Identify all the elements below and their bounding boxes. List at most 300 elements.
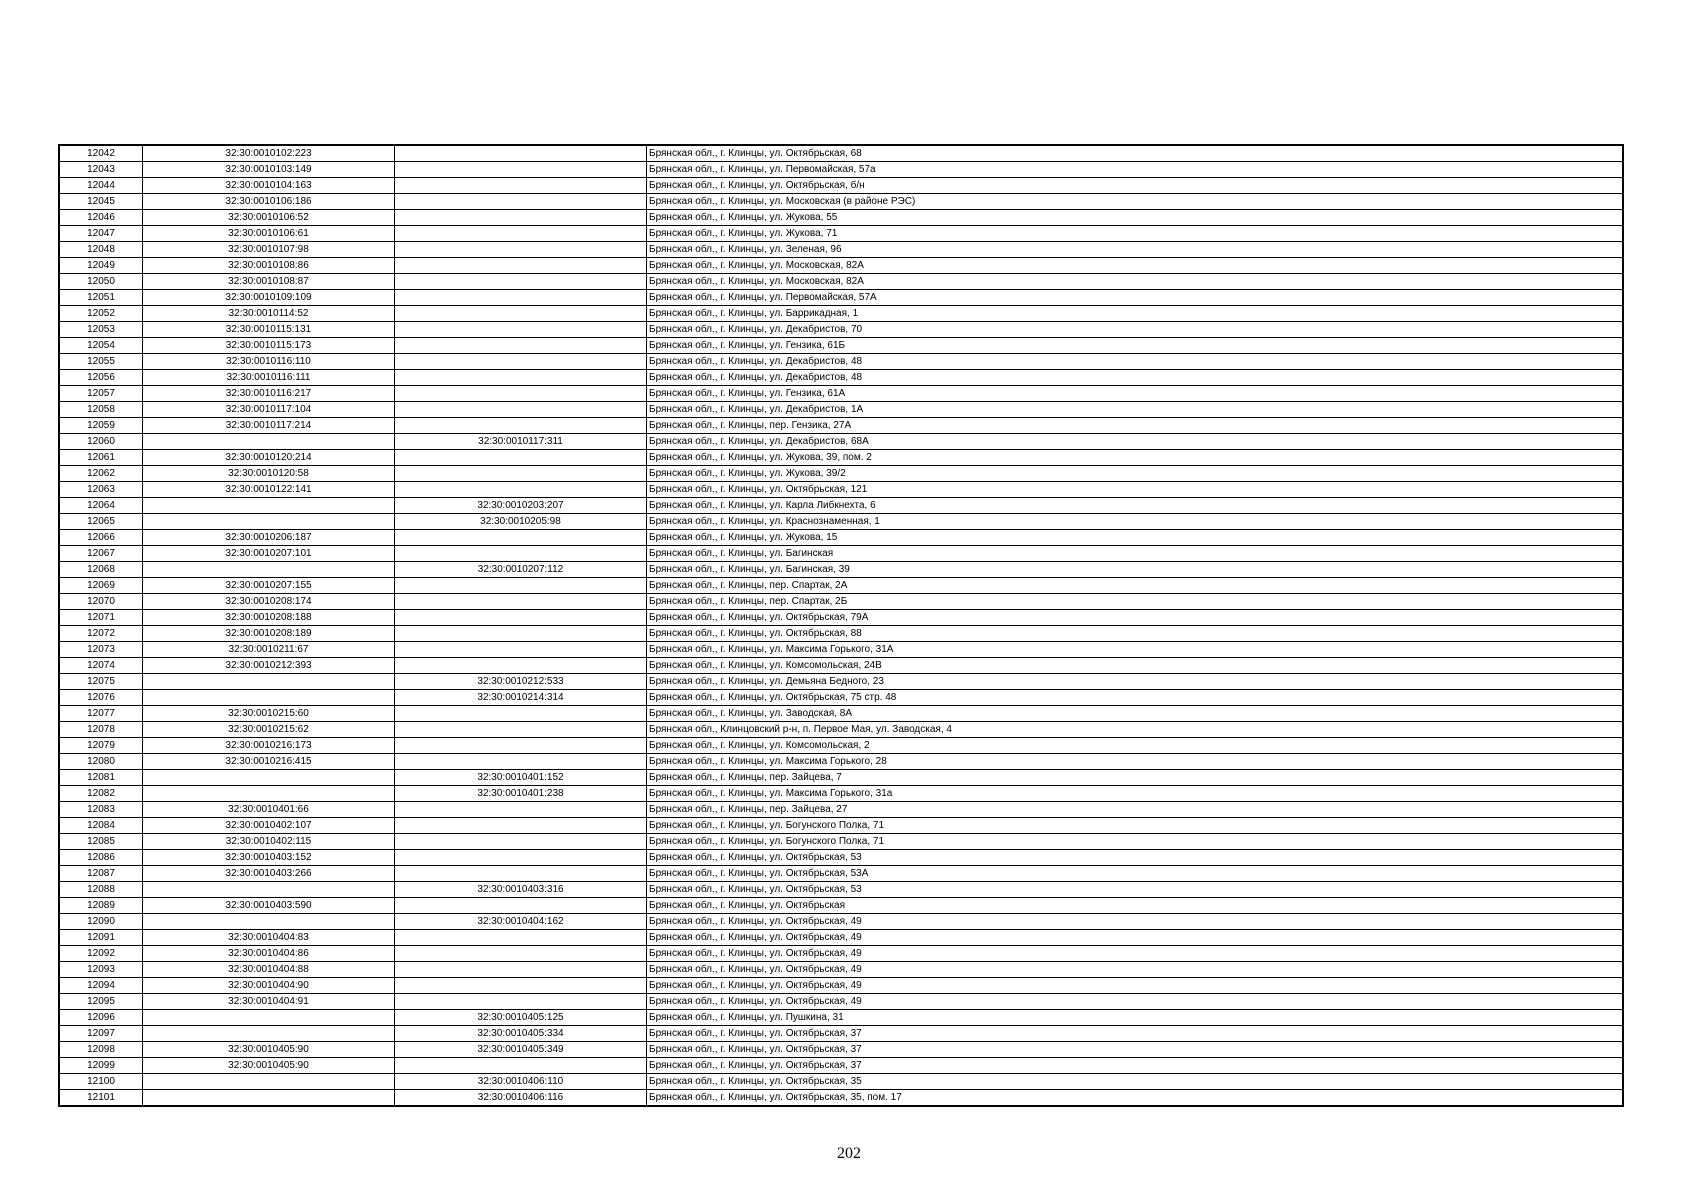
table-row	[59, 226, 1623, 242]
cadastral-number-alt-cell	[395, 226, 647, 242]
cadastral-number-alt-cell: 32:30:0010401:152	[395, 770, 647, 786]
table-row	[59, 418, 1623, 434]
cadastral-number-cell: 32:30:0010405:90	[143, 1058, 395, 1074]
table-row	[59, 802, 1623, 818]
row-number-cell: 12095	[59, 994, 143, 1010]
cadastral-number-cell: 32:30:0010116:217	[143, 386, 395, 402]
address-cell: Брянская обл., г. Клинцы, ул. Первомайская, 57А	[647, 290, 1624, 306]
table-row	[59, 578, 1623, 594]
address-cell: Брянская обл., г. Клинцы, ул. Заводская, 8А	[647, 706, 1624, 722]
address-cell: Брянская обл., г. Клинцы, ул. Максима Горького, 31а	[647, 786, 1624, 802]
cadastral-number-cell: 32:30:0010115:173	[143, 338, 395, 354]
address-cell: Брянская обл., г. Клинцы, ул. Гензика, 61Б	[647, 338, 1624, 354]
row-number-cell: 12083	[59, 802, 143, 818]
cadastral-number-alt-cell	[395, 210, 647, 226]
table-row	[59, 242, 1623, 258]
cadastral-number-cell: 32:30:0010208:188	[143, 610, 395, 626]
cadastral-number-alt-cell	[395, 482, 647, 498]
table-row	[59, 786, 1623, 802]
cadastral-number-cell: 32:30:0010116:111	[143, 370, 395, 386]
cadastral-number-alt-cell	[395, 642, 647, 658]
row-number-cell: 12056	[59, 370, 143, 386]
cadastral-number-alt-cell: 32:30:0010406:110	[395, 1074, 647, 1090]
cadastral-number-cell: 32:30:0010404:83	[143, 930, 395, 946]
cadastral-number-alt-cell: 32:30:0010405:125	[395, 1010, 647, 1026]
address-cell: Брянская обл., г. Клинцы, ул. Октябрьская, 37	[647, 1026, 1624, 1042]
address-cell: Брянская обл., г. Клинцы, ул. Краснознаменная, 1	[647, 514, 1624, 530]
row-number-cell: 12099	[59, 1058, 143, 1074]
cadastral-number-alt-cell	[395, 594, 647, 610]
row-number-cell: 12058	[59, 402, 143, 418]
address-cell: Брянская обл., г. Клинцы, ул. Декабристов, 48	[647, 370, 1624, 386]
cadastral-number-alt-cell: 32:30:0010404:162	[395, 914, 647, 930]
address-cell: Брянская обл., г. Клинцы, ул. Октябрьская, 79А	[647, 610, 1624, 626]
cadastral-number-cell: 32:30:0010116:110	[143, 354, 395, 370]
row-number-cell: 12048	[59, 242, 143, 258]
cadastral-number-alt-cell	[395, 578, 647, 594]
address-cell: Брянская обл., г. Клинцы, ул. Московская, 82А	[647, 274, 1624, 290]
row-number-cell: 12078	[59, 722, 143, 738]
cadastral-number-alt-cell: 32:30:0010205:98	[395, 514, 647, 530]
cadastral-number-cell	[143, 786, 395, 802]
cadastral-number-alt-cell	[395, 962, 647, 978]
cadastral-number-cell	[143, 914, 395, 930]
cadastral-number-cell: 32:30:0010401:66	[143, 802, 395, 818]
address-cell: Брянская обл., г. Клинцы, ул. Октябрьская, 49	[647, 962, 1624, 978]
cadastral-number-cell: 32:30:0010404:86	[143, 946, 395, 962]
table-row	[59, 434, 1623, 450]
table-row	[59, 642, 1623, 658]
row-number-cell: 12094	[59, 978, 143, 994]
table-row	[59, 914, 1623, 930]
row-number-cell: 12097	[59, 1026, 143, 1042]
address-cell: Брянская обл., г. Клинцы, ул. Октябрьская	[647, 898, 1624, 914]
address-cell: Брянская обл., г. Клинцы, ул. Жукова, 71	[647, 226, 1624, 242]
row-number-cell: 12055	[59, 354, 143, 370]
cadastral-number-alt-cell	[395, 242, 647, 258]
cadastral-number-cell	[143, 514, 395, 530]
address-cell: Брянская обл., г. Клинцы, ул. Багинская	[647, 546, 1624, 562]
row-number-cell: 12069	[59, 578, 143, 594]
cadastral-number-cell: 32:30:0010109:109	[143, 290, 395, 306]
row-number-cell: 12082	[59, 786, 143, 802]
address-cell: Брянская обл., г. Клинцы, ул. Декабристов, 70	[647, 322, 1624, 338]
address-cell: Брянская обл., г. Клинцы, ул. Жукова, 39/2	[647, 466, 1624, 482]
cadastral-number-cell	[143, 1074, 395, 1090]
address-cell: Брянская обл., г. Клинцы, ул. Московская, 82А	[647, 258, 1624, 274]
row-number-cell: 12054	[59, 338, 143, 354]
cadastral-number-cell: 32:30:0010120:214	[143, 450, 395, 466]
cadastral-number-alt-cell: 32:30:0010207:112	[395, 562, 647, 578]
address-cell: Брянская обл., г. Клинцы, ул. Октябрьская, б/н	[647, 178, 1624, 194]
row-number-cell: 12044	[59, 178, 143, 194]
table-row	[59, 290, 1623, 306]
cadastral-number-cell: 32:30:0010117:214	[143, 418, 395, 434]
address-cell: Брянская обл., г. Клинцы, ул. Октябрьская, 35	[647, 1074, 1624, 1090]
cadastral-number-alt-cell: 32:30:0010214:314	[395, 690, 647, 706]
cadastral-number-alt-cell	[395, 850, 647, 866]
row-number-cell: 12062	[59, 466, 143, 482]
row-number-cell: 12101	[59, 1090, 143, 1107]
row-number-cell: 12093	[59, 962, 143, 978]
row-number-cell: 12080	[59, 754, 143, 770]
row-number-cell: 12092	[59, 946, 143, 962]
table-row	[59, 210, 1623, 226]
table-row	[59, 818, 1623, 834]
cadastral-number-cell: 32:30:0010106:61	[143, 226, 395, 242]
row-number-cell: 12059	[59, 418, 143, 434]
cadastral-number-cell: 32:30:0010211:67	[143, 642, 395, 658]
address-cell: Брянская обл., г. Клинцы, ул. Максима Горького, 31А	[647, 642, 1624, 658]
address-cell: Брянская обл., г. Клинцы, ул. Зеленая, 96	[647, 242, 1624, 258]
cadastral-number-alt-cell	[395, 338, 647, 354]
cadastral-number-cell: 32:30:0010403:590	[143, 898, 395, 914]
table-row	[59, 402, 1623, 418]
address-cell: Брянская обл., г. Клинцы, ул. Демьяна Бедного, 23	[647, 674, 1624, 690]
row-number-cell: 12053	[59, 322, 143, 338]
cadastral-number-alt-cell: 32:30:0010401:238	[395, 786, 647, 802]
cadastral-number-alt-cell	[395, 546, 647, 562]
cadastral-number-alt-cell	[395, 610, 647, 626]
address-cell: Брянская обл., г. Клинцы, ул. Октябрьская, 49	[647, 946, 1624, 962]
cadastral-number-cell: 32:30:0010403:152	[143, 850, 395, 866]
address-cell: Брянская обл., г. Клинцы, ул. Октябрьская, 121	[647, 482, 1624, 498]
row-number-cell: 12061	[59, 450, 143, 466]
cadastral-number-cell: 32:30:0010108:87	[143, 274, 395, 290]
table-row	[59, 322, 1623, 338]
cadastral-number-alt-cell	[395, 402, 647, 418]
cadastral-number-cell: 32:30:0010404:91	[143, 994, 395, 1010]
registry-table	[58, 144, 1624, 1107]
table-row	[59, 178, 1623, 194]
table-row	[59, 258, 1623, 274]
cadastral-number-cell	[143, 1026, 395, 1042]
row-number-cell: 12045	[59, 194, 143, 210]
registry-table-body	[59, 145, 1623, 1106]
address-cell: Брянская обл., г. Клинцы, ул. Пушкина, 31	[647, 1010, 1624, 1026]
cadastral-number-alt-cell	[395, 258, 647, 274]
cadastral-number-alt-cell	[395, 162, 647, 178]
address-cell: Брянская обл., г. Клинцы, пер. Спартак, 2А	[647, 578, 1624, 594]
table-row	[59, 946, 1623, 962]
table-row	[59, 562, 1623, 578]
cadastral-number-alt-cell	[395, 978, 647, 994]
table-row	[59, 338, 1623, 354]
row-number-cell: 12100	[59, 1074, 143, 1090]
cadastral-number-cell	[143, 1010, 395, 1026]
cadastral-number-cell: 32:30:0010215:60	[143, 706, 395, 722]
table-row	[59, 1042, 1623, 1058]
table-row	[59, 834, 1623, 850]
cadastral-number-cell: 32:30:0010216:415	[143, 754, 395, 770]
row-number-cell: 12050	[59, 274, 143, 290]
table-row	[59, 1090, 1623, 1107]
address-cell: Брянская обл., Клинцовский р-н, п. Первое Мая, ул. Заводская, 4	[647, 722, 1624, 738]
table-row	[59, 754, 1623, 770]
cadastral-number-alt-cell	[395, 626, 647, 642]
cadastral-number-cell: 32:30:0010115:131	[143, 322, 395, 338]
cadastral-number-alt-cell	[395, 930, 647, 946]
row-number-cell: 12087	[59, 866, 143, 882]
cadastral-number-alt-cell	[395, 370, 647, 386]
table-row	[59, 690, 1623, 706]
cadastral-number-cell: 32:30:0010114:52	[143, 306, 395, 322]
cadastral-number-cell	[143, 882, 395, 898]
table-row	[59, 450, 1623, 466]
cadastral-number-alt-cell	[395, 754, 647, 770]
row-number-cell: 12070	[59, 594, 143, 610]
table-row	[59, 850, 1623, 866]
cadastral-number-alt-cell: 32:30:0010405:349	[395, 1042, 647, 1058]
cadastral-number-alt-cell	[395, 530, 647, 546]
address-cell: Брянская обл., г. Клинцы, ул. Октябрьская, 53	[647, 850, 1624, 866]
cadastral-number-cell: 32:30:0010215:62	[143, 722, 395, 738]
cadastral-number-cell: 32:30:0010106:52	[143, 210, 395, 226]
cadastral-number-alt-cell	[395, 418, 647, 434]
table-row	[59, 1026, 1623, 1042]
table-row	[59, 482, 1623, 498]
address-cell: Брянская обл., г. Клинцы, ул. Октябрьская, 49	[647, 914, 1624, 930]
table-row	[59, 738, 1623, 754]
table-row	[59, 722, 1623, 738]
row-number-cell: 12089	[59, 898, 143, 914]
cadastral-number-alt-cell	[395, 145, 647, 162]
row-number-cell: 12066	[59, 530, 143, 546]
address-cell: Брянская обл., г. Клинцы, ул. Декабристов, 68А	[647, 434, 1624, 450]
cadastral-number-alt-cell: 32:30:0010212:533	[395, 674, 647, 690]
row-number-cell: 12071	[59, 610, 143, 626]
table-row	[59, 610, 1623, 626]
address-cell: Брянская обл., г. Клинцы, ул. Октябрьская, 35, пом. 17	[647, 1090, 1624, 1107]
address-cell: Брянская обл., г. Клинцы, пер. Зайцева, 7	[647, 770, 1624, 786]
row-number-cell: 12084	[59, 818, 143, 834]
cadastral-number-alt-cell	[395, 450, 647, 466]
row-number-cell: 12049	[59, 258, 143, 274]
cadastral-number-alt-cell	[395, 386, 647, 402]
row-number-cell: 12074	[59, 658, 143, 674]
row-number-cell: 12081	[59, 770, 143, 786]
row-number-cell: 12075	[59, 674, 143, 690]
cadastral-number-alt-cell	[395, 866, 647, 882]
address-cell: Брянская обл., г. Клинцы, ул. Октябрьская, 49	[647, 930, 1624, 946]
cadastral-number-alt-cell	[395, 1058, 647, 1074]
table-row	[59, 1074, 1623, 1090]
cadastral-number-alt-cell	[395, 466, 647, 482]
row-number-cell: 12072	[59, 626, 143, 642]
address-cell: Брянская обл., г. Клинцы, ул. Октябрьская, 37	[647, 1042, 1624, 1058]
cadastral-number-alt-cell	[395, 322, 647, 338]
cadastral-number-alt-cell	[395, 738, 647, 754]
address-cell: Брянская обл., г. Клинцы, ул. Баррикадная, 1	[647, 306, 1624, 322]
table-row	[59, 274, 1623, 290]
address-cell: Брянская обл., г. Клинцы, ул. Карла Либкнехта, 6	[647, 498, 1624, 514]
table-row	[59, 898, 1623, 914]
address-cell: Брянская обл., г. Клинцы, ул. Декабристов, 1А	[647, 402, 1624, 418]
cadastral-number-alt-cell: 32:30:0010403:316	[395, 882, 647, 898]
cadastral-number-cell: 32:30:0010108:86	[143, 258, 395, 274]
table-row	[59, 882, 1623, 898]
cadastral-number-cell: 32:30:0010402:115	[143, 834, 395, 850]
table-row	[59, 1010, 1623, 1026]
cadastral-number-alt-cell: 32:30:0010406:116	[395, 1090, 647, 1107]
address-cell: Брянская обл., г. Клинцы, ул. Октябрьская, 49	[647, 994, 1624, 1010]
table-row	[59, 194, 1623, 210]
cadastral-number-cell: 32:30:0010208:189	[143, 626, 395, 642]
cadastral-number-alt-cell	[395, 306, 647, 322]
cadastral-number-cell: 32:30:0010405:90	[143, 1042, 395, 1058]
cadastral-number-cell: 32:30:0010103:149	[143, 162, 395, 178]
address-cell: Брянская обл., г. Клинцы, ул. Богунского Полка, 71	[647, 818, 1624, 834]
cadastral-number-cell: 32:30:0010117:104	[143, 402, 395, 418]
table-row	[59, 1058, 1623, 1074]
table-row	[59, 626, 1623, 642]
row-number-cell: 12065	[59, 514, 143, 530]
address-cell: Брянская обл., г. Клинцы, ул. Декабристов, 48	[647, 354, 1624, 370]
address-cell: Брянская обл., г. Клинцы, ул. Жукова, 39, пом. 2	[647, 450, 1624, 466]
table-row	[59, 354, 1623, 370]
cadastral-number-cell: 32:30:0010107:98	[143, 242, 395, 258]
cadastral-number-alt-cell	[395, 194, 647, 210]
address-cell: Брянская обл., г. Клинцы, ул. Московская (в районе РЭС)	[647, 194, 1624, 210]
address-cell: Брянская обл., г. Клинцы, ул. Багинская, 39	[647, 562, 1624, 578]
address-cell: Брянская обл., г. Клинцы, ул. Октябрьская, 53А	[647, 866, 1624, 882]
table-row	[59, 930, 1623, 946]
address-cell: Брянская обл., г. Клинцы, ул. Первомайская, 57а	[647, 162, 1624, 178]
address-cell: Брянская обл., г. Клинцы, ул. Октябрьская, 49	[647, 978, 1624, 994]
cadastral-number-cell: 32:30:0010122:141	[143, 482, 395, 498]
row-number-cell: 12067	[59, 546, 143, 562]
table-row	[59, 674, 1623, 690]
row-number-cell: 12098	[59, 1042, 143, 1058]
cadastral-number-alt-cell	[395, 802, 647, 818]
table-row	[59, 770, 1623, 786]
address-cell: Брянская обл., г. Клинцы, ул. Гензика, 61А	[647, 386, 1624, 402]
row-number-cell: 12076	[59, 690, 143, 706]
cadastral-number-cell: 32:30:0010206:187	[143, 530, 395, 546]
address-cell: Брянская обл., г. Клинцы, ул. Жукова, 55	[647, 210, 1624, 226]
address-cell: Брянская обл., г. Клинцы, ул. Богунского Полка, 71	[647, 834, 1624, 850]
row-number-cell: 12057	[59, 386, 143, 402]
cadastral-number-alt-cell	[395, 658, 647, 674]
address-cell: Брянская обл., г. Клинцы, ул. Жукова, 15	[647, 530, 1624, 546]
cadastral-number-cell: 32:30:0010212:393	[143, 658, 395, 674]
cadastral-number-alt-cell: 32:30:0010203:207	[395, 498, 647, 514]
row-number-cell: 12042	[59, 145, 143, 162]
table-row	[59, 978, 1623, 994]
cadastral-number-cell	[143, 498, 395, 514]
row-number-cell: 12051	[59, 290, 143, 306]
address-cell: Брянская обл., г. Клинцы, ул. Октябрьская, 53	[647, 882, 1624, 898]
address-cell: Брянская обл., г. Клинцы, ул. Октябрьская, 68	[647, 145, 1624, 162]
row-number-cell: 12063	[59, 482, 143, 498]
row-number-cell: 12090	[59, 914, 143, 930]
table-row	[59, 514, 1623, 530]
row-number-cell: 12077	[59, 706, 143, 722]
address-cell: Брянская обл., г. Клинцы, ул. Комсомольская, 2	[647, 738, 1624, 754]
table-row	[59, 466, 1623, 482]
table-row	[59, 994, 1623, 1010]
table-row	[59, 370, 1623, 386]
row-number-cell: 12073	[59, 642, 143, 658]
table-row	[59, 498, 1623, 514]
address-cell: Брянская обл., г. Клинцы, ул. Максима Горького, 28	[647, 754, 1624, 770]
cadastral-number-cell	[143, 674, 395, 690]
cadastral-number-cell	[143, 1090, 395, 1107]
cadastral-number-cell	[143, 434, 395, 450]
table-row	[59, 658, 1623, 674]
cadastral-number-alt-cell	[395, 946, 647, 962]
table-row	[59, 145, 1623, 162]
cadastral-number-cell: 32:30:0010102:223	[143, 145, 395, 162]
row-number-cell: 12086	[59, 850, 143, 866]
cadastral-number-cell: 32:30:0010207:101	[143, 546, 395, 562]
cadastral-number-cell	[143, 690, 395, 706]
address-cell: Брянская обл., г. Клинцы, ул. Октябрьская, 75 стр. 48	[647, 690, 1624, 706]
row-number-cell: 12047	[59, 226, 143, 242]
cadastral-number-cell	[143, 562, 395, 578]
cadastral-number-cell: 32:30:0010402:107	[143, 818, 395, 834]
table-row	[59, 706, 1623, 722]
cadastral-number-cell: 32:30:0010216:173	[143, 738, 395, 754]
table-row	[59, 594, 1623, 610]
cadastral-number-alt-cell	[395, 818, 647, 834]
table-row	[59, 866, 1623, 882]
address-cell: Брянская обл., г. Клинцы, ул. Октябрьская, 88	[647, 626, 1624, 642]
table-row	[59, 162, 1623, 178]
cadastral-number-alt-cell	[395, 178, 647, 194]
table-row	[59, 546, 1623, 562]
row-number-cell: 12043	[59, 162, 143, 178]
cadastral-number-alt-cell: 32:30:0010405:334	[395, 1026, 647, 1042]
cadastral-number-alt-cell	[395, 706, 647, 722]
cadastral-number-alt-cell	[395, 834, 647, 850]
cadastral-number-alt-cell: 32:30:0010117:311	[395, 434, 647, 450]
row-number-cell: 12068	[59, 562, 143, 578]
cadastral-number-cell: 32:30:0010403:266	[143, 866, 395, 882]
row-number-cell: 12060	[59, 434, 143, 450]
address-cell: Брянская обл., г. Клинцы, ул. Октябрьская, 37	[647, 1058, 1624, 1074]
address-cell: Брянская обл., г. Клинцы, пер. Спартак, 2Б	[647, 594, 1624, 610]
cadastral-number-alt-cell	[395, 290, 647, 306]
table-row	[59, 530, 1623, 546]
row-number-cell: 12052	[59, 306, 143, 322]
row-number-cell: 12079	[59, 738, 143, 754]
row-number-cell: 12064	[59, 498, 143, 514]
cadastral-number-alt-cell	[395, 994, 647, 1010]
row-number-cell: 12085	[59, 834, 143, 850]
cadastral-number-cell: 32:30:0010120:58	[143, 466, 395, 482]
table-row	[59, 386, 1623, 402]
page-number: 202	[837, 1145, 861, 1162]
address-cell: Брянская обл., г. Клинцы, ул. Комсомольская, 24В	[647, 658, 1624, 674]
row-number-cell: 12096	[59, 1010, 143, 1026]
table-row	[59, 306, 1623, 322]
cadastral-number-cell: 32:30:0010207:155	[143, 578, 395, 594]
table-row	[59, 962, 1623, 978]
cadastral-number-alt-cell	[395, 354, 647, 370]
cadastral-number-cell	[143, 770, 395, 786]
cadastral-number-alt-cell	[395, 898, 647, 914]
cadastral-number-cell: 32:30:0010404:90	[143, 978, 395, 994]
cadastral-number-cell: 32:30:0010106:186	[143, 194, 395, 210]
address-cell: Брянская обл., г. Клинцы, пер. Зайцева, 27	[647, 802, 1624, 818]
cadastral-number-cell: 32:30:0010404:88	[143, 962, 395, 978]
address-cell: Брянская обл., г. Клинцы, пер. Гензика, 27А	[647, 418, 1624, 434]
row-number-cell: 12088	[59, 882, 143, 898]
row-number-cell: 12046	[59, 210, 143, 226]
cadastral-number-alt-cell	[395, 722, 647, 738]
cadastral-number-cell: 32:30:0010208:174	[143, 594, 395, 610]
